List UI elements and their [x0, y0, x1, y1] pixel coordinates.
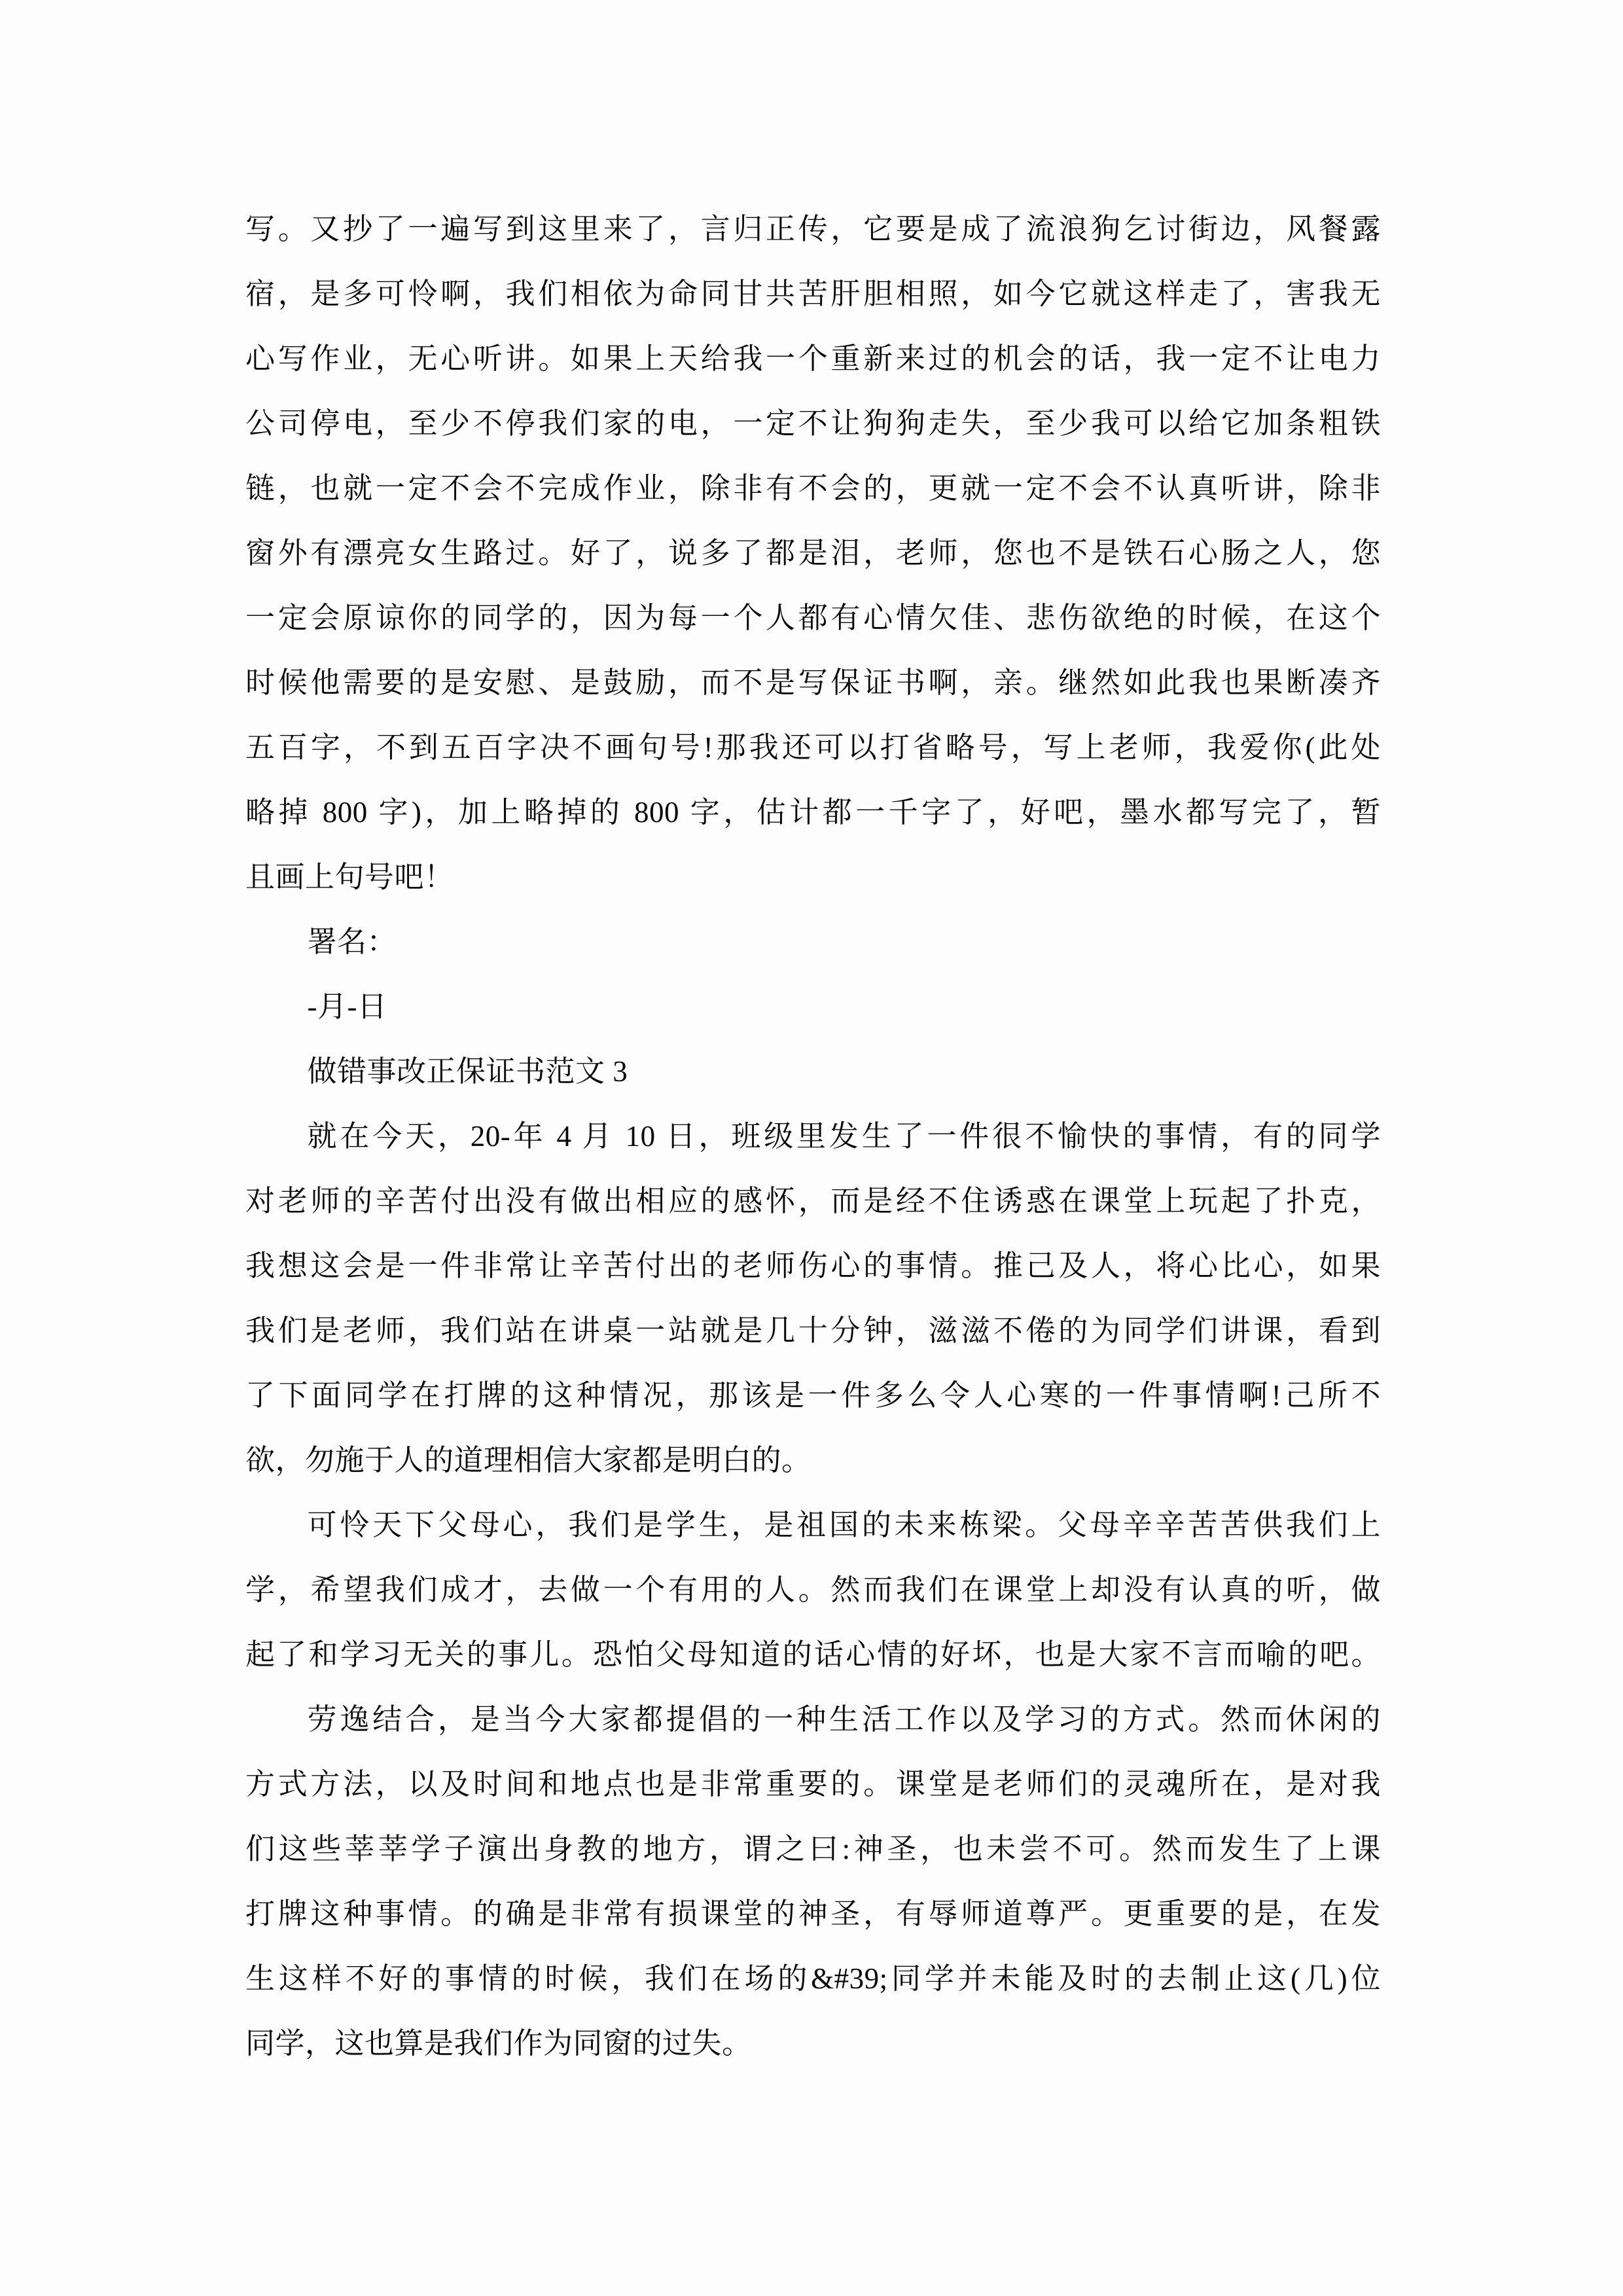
document-line: 心写作业，无心听讲。如果上天给我一个重新来过的机会的话，我一定不让电力	[245, 342, 1381, 375]
document-line: 方式方法，以及时间和地点也是非常重要的。课堂是老师们的灵魂所在，是对我	[245, 1768, 1381, 1801]
document-line: 我想这会是一件非常让辛苦付出的老师伤心的事情。推己及人，将心比心，如果	[245, 1249, 1381, 1282]
document-line: 且画上句号吧！	[245, 861, 454, 893]
document-line: 打牌这种事情。的确是非常有损课堂的神圣，有辱师道尊严。更重要的是，在发	[245, 1897, 1381, 1930]
document-line: 了下面同学在打牌的这种情况，那该是一件多么令人心寒的一件事情啊!己所不	[245, 1379, 1381, 1412]
document-line: 做错事改正保证书范文 3	[307, 1055, 628, 1088]
document-line: 署名：	[307, 925, 397, 958]
document-line: 起了和学习无关的事儿。恐怕父母知道的话心情的好坏，也是大家不言而喻的吧。	[245, 1638, 1381, 1671]
document-line: 劳逸结合，是当今大家都提倡的一种生活工作以及学习的方式。然而休闲的	[307, 1703, 1381, 1736]
document-line: 们这些莘莘学子演出身教的地方，谓之曰:神圣，也未尝不可。然而发生了上课	[245, 1833, 1381, 1865]
document-line: 学，希望我们成才，去做一个有用的人。然而我们在课堂上却没有认真的听，做	[245, 1573, 1381, 1606]
document-line: 略掉 800 字)，加上略掉的 800 字，估计都一千字了，好吧，墨水都写完了，暂	[245, 796, 1381, 829]
document-line: 生这样不好的事情的时候，我们在场的&#39;同学并未能及时的去制止这(几)位	[245, 1962, 1381, 1995]
document-line: 我们是老师，我们站在讲桌一站就是几十分钟，滋滋不倦的为同学们讲课，看到	[245, 1314, 1381, 1347]
document-line: 可怜天下父母心，我们是学生，是祖国的未来栋梁。父母辛辛苦苦供我们上	[307, 1509, 1381, 1541]
document-line: -月-日	[307, 990, 387, 1023]
document-line: 五百字，不到五百字决不画句号!那我还可以打省略号，写上老师，我爱你(此处	[245, 731, 1381, 764]
document-line: 写。又抄了一遍写到这里来了，言归正传，它要是成了流浪狗乞讨街边，风餐露	[245, 213, 1381, 245]
document-line: 对老师的辛苦付出没有做出相应的感怀，而是经不住诱惑在课堂上玩起了扑克，	[245, 1185, 1381, 1217]
document-line: 欲，勿施于人的道理相信大家都是明白的。	[245, 1444, 812, 1477]
document-line: 链，也就一定不会不完成作业，除非有不会的，更就一定不会不认真听讲，除非	[245, 472, 1381, 505]
document-line: 同学，这也算是我们作为同窗的过失。	[245, 2027, 752, 2060]
document-line: 窗外有漂亮女生路过。好了，说多了都是泪，老师，您也不是铁石心肠之人，您	[245, 537, 1381, 569]
document-line: 就在今天，20-年 4 月 10 日，班级里发生了一件很不愉快的事情，有的同学	[307, 1120, 1381, 1153]
document-line: 公司停电，至少不停我们家的电，一定不让狗狗走失，至少我可以给它加条粗铁	[245, 407, 1381, 440]
document-line: 一定会原谅你的同学的，因为每一个人都有心情欠佳、悲伤欲绝的时候，在这个	[245, 601, 1381, 634]
document-line: 宿，是多可怜啊，我们相依为命同甘共苦肝胆相照，如今它就这样走了，害我无	[245, 278, 1381, 310]
document-line: 时候他需要的是安慰、是鼓励，而不是写保证书啊，亲。继然如此我也果断凑齐	[245, 666, 1381, 699]
